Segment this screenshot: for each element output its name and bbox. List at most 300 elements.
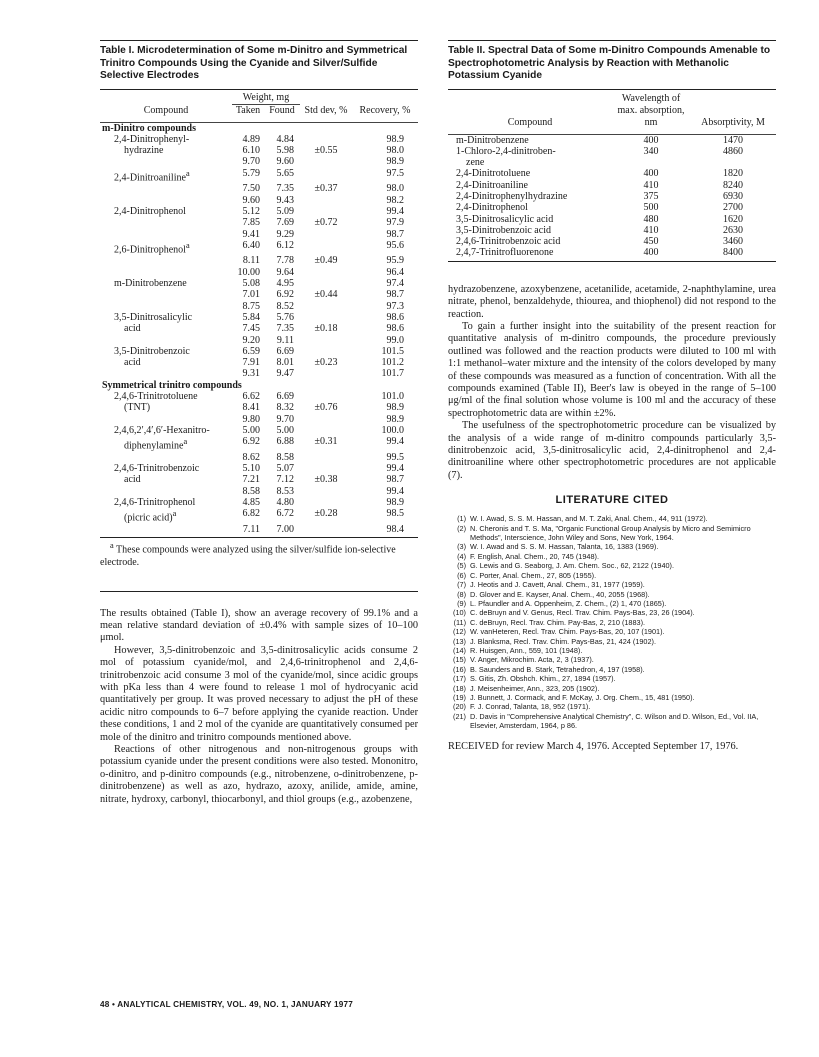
reference-text: J. Heotis and J. Cavett, Anal. Chem., 31, 1977 (1959). <box>470 580 645 590</box>
taken-value: 5.79 <box>242 167 260 179</box>
compound-name: 2,4-Dinitrophenol <box>456 202 528 214</box>
absorptivity-value: 2630 <box>723 224 743 236</box>
taken-value: 9.41 <box>242 228 260 240</box>
found-value: 6.69 <box>276 390 294 402</box>
std-dev-value: ±0.31 <box>314 436 338 448</box>
reference-item <box>448 674 776 683</box>
taken-value: 8.75 <box>242 300 260 312</box>
taken-value: 8.11 <box>242 255 260 267</box>
table2-row <box>448 225 776 236</box>
reference-item <box>448 608 776 617</box>
compound-name <box>100 436 232 452</box>
std-dev-value <box>300 229 352 240</box>
compound-name: zene <box>466 157 485 169</box>
recovery-value: 98.6 <box>386 323 404 335</box>
std-dev-value <box>300 301 352 312</box>
reference-item <box>448 712 776 731</box>
table1-row <box>100 134 418 145</box>
compound-name: 2,4-Dinitrotoluene <box>456 168 531 180</box>
reference-text: B. Saunders and B. Stark, Tetrahedron, 4, 197 (1958). <box>470 664 645 674</box>
table1-row <box>100 391 418 402</box>
reference-item <box>448 599 776 608</box>
table1-footnote <box>100 540 418 568</box>
recovery-value: 98.9 <box>386 133 404 145</box>
compound-name-text: 2,4,6-Trinitrophenol <box>114 496 196 508</box>
std-dev-value: ±0.72 <box>314 217 338 229</box>
recovery-value: 97.3 <box>386 300 404 312</box>
table1-row <box>100 335 418 346</box>
table1-row <box>100 452 418 463</box>
compound-name <box>100 425 232 436</box>
table1-row <box>100 508 418 524</box>
table2 <box>448 90 776 259</box>
table1-std-header: Std dev, % <box>304 104 348 116</box>
compound-name <box>100 312 232 323</box>
table1 <box>100 90 418 536</box>
reference-item <box>448 571 776 580</box>
table1-compound-header: Compound <box>143 104 189 116</box>
literature-heading: LITERATURE CITED <box>555 494 669 507</box>
table2-wavelength-header: Wavelength of max. absorption, nm <box>617 92 685 128</box>
table1-row <box>100 357 418 368</box>
reference-number: (8) <box>457 589 466 599</box>
found-value: 4.84 <box>276 133 294 145</box>
recovery-value: 96.4 <box>386 266 404 278</box>
recovery-value: 99.5 <box>386 451 404 463</box>
table1-row <box>100 195 418 206</box>
reference-item <box>448 580 776 589</box>
compound-name-text: m-Dinitrobenzene <box>114 278 187 290</box>
found-value: 7.00 <box>276 523 294 535</box>
reference-item <box>448 693 776 702</box>
absorptivity-value: 2700 <box>723 202 743 214</box>
found-value: 5.09 <box>276 205 294 217</box>
recovery-value: 100.0 <box>381 424 404 436</box>
table1-row <box>100 425 418 436</box>
absorptivity-value: 1470 <box>723 134 743 146</box>
std-dev-value <box>300 452 352 463</box>
compound-name <box>100 474 232 485</box>
reference-item <box>448 514 776 523</box>
table1-row <box>100 436 418 452</box>
std-dev-value <box>300 346 352 357</box>
recovery-value: 101.5 <box>381 345 404 357</box>
found-value: 7.35 <box>276 323 294 335</box>
compound-name: 2,4,6-Trinitrobenzoic acid <box>456 236 561 248</box>
compound-name <box>100 240 232 256</box>
taken-value: 4.89 <box>242 133 260 145</box>
reference-item <box>448 627 776 636</box>
compound-name <box>100 497 232 508</box>
reference-number: (16) <box>453 664 466 674</box>
std-dev-value: ±0.49 <box>314 255 338 267</box>
compound-name-text: acid <box>124 357 141 369</box>
compound-name <box>100 217 232 228</box>
reference-number: (18) <box>453 683 466 693</box>
std-dev-value <box>300 425 352 436</box>
recovery-value: 97.9 <box>386 217 404 229</box>
reference-item <box>448 524 776 543</box>
std-dev-value <box>300 391 352 402</box>
reference-number: (6) <box>457 570 466 580</box>
compound-name-text: 2,4-Dinitrophenyl- <box>114 133 190 145</box>
std-dev-value: ±0.28 <box>314 508 338 520</box>
reference-item <box>448 646 776 655</box>
found-value: 9.60 <box>276 156 294 168</box>
std-dev-value <box>300 312 352 323</box>
compound-name <box>100 145 232 156</box>
compound-name <box>100 524 232 535</box>
recovery-value: 99.0 <box>386 334 404 346</box>
reference-number: (1) <box>457 514 466 524</box>
compound-name <box>100 368 232 379</box>
compound-name-text: acid <box>124 323 141 335</box>
found-value: 4.80 <box>276 496 294 508</box>
reference-text: W. I. Awad and S. S. M. Hassan, Talanta, 16, 1383 (1969). <box>470 542 659 552</box>
reference-number: (7) <box>457 580 466 590</box>
reference-number: (17) <box>453 674 466 684</box>
wavelength-value: 340 <box>643 145 659 157</box>
reference-number: (12) <box>453 627 466 637</box>
table2-row <box>448 135 776 146</box>
std-dev-value: ±0.37 <box>314 183 338 195</box>
reference-number: (11) <box>453 617 466 627</box>
compound-name <box>100 414 232 425</box>
found-value: 5.00 <box>276 424 294 436</box>
reference-item <box>448 665 776 674</box>
right-paragraph-1: hydrazobenzene, azoxybenzene, acetanilide, acetamide, 2-naphthylamine, urea nitrate, phenol, benzaldehyde, thiourea, and thiophenol) did not respond to the reaction. <box>448 283 776 320</box>
reference-text: S. Gitis, Zh. Obshch. Khim., 27, 1894 (1957). <box>470 674 616 684</box>
reference-number: (2) <box>457 523 466 533</box>
reference-item <box>448 684 776 693</box>
taken-value: 6.62 <box>242 390 260 402</box>
reference-number: (3) <box>457 542 466 552</box>
reference-text: J. Blanksma, Recl. Trav. Chim. Pays-Bas, 21, 424 (1902). <box>470 636 657 646</box>
compound-name <box>100 346 232 357</box>
recovery-value: 98.0 <box>386 183 404 195</box>
table1-row <box>100 323 418 334</box>
reference-text: F. English, Anal. Chem., 20, 745 (1948). <box>470 551 599 561</box>
compound-name <box>100 508 232 524</box>
compound-name <box>100 267 232 278</box>
recovery-value: 98.4 <box>386 523 404 535</box>
table2-caption: Table II. Spectral Data of Some m-Dinitro Compounds Amenable to Spectrophotometric Analysis by Reaction with Methanolic Potassium Cyanide <box>448 45 771 81</box>
taken-value: 7.11 <box>242 523 260 535</box>
left-paragraph-2: However, 3,5-dinitrobenzoic and 3,5-dinitrosalicylic acids consume 2 mol of potassium cyanide/mol, and 2,4,6-trinitrophenol and 2,4,6-trinitrobenzoic acid consume 3 mol of the cyanide/mol, since acidic groups with pKa less than 4 were found to release 1 mol of hydrocyanic acid quantitatively per group. It was proved necessary to adjust the pH of these acidic nitro compounds to 6–7 before applying the cyanide reaction. Under these conditions, 1 and 2 mol of the cyanide are quantitatively consumed per mole of the dinitro and trinitro compounds mentioned above. <box>100 644 418 743</box>
table2-bottom-rule <box>448 261 776 262</box>
recovery-value: 99.4 <box>386 485 404 497</box>
compound-name-text: (picric acid) <box>124 512 173 524</box>
found-value: 6.12 <box>276 239 294 251</box>
reference-item <box>448 590 776 599</box>
table1-row <box>100 217 418 228</box>
taken-value: 5.00 <box>242 424 260 436</box>
compound-name <box>100 195 232 206</box>
compound-name: 2,4-Dinitrophenylhydrazine <box>456 190 568 202</box>
compound-name-text: 2,4,6,2′,4′,6′-Hexanitro- <box>114 424 210 436</box>
reference-text: J. Bunnett, J. Cormack, and F. McKay, J. Org. Chem., 15, 481 (1950). <box>470 692 695 702</box>
footnote-mark: a <box>185 240 190 250</box>
recovery-value: 98.7 <box>386 474 404 486</box>
reference-text: R. Huisgen, Ann., 559, 101 (1948). <box>470 645 583 655</box>
recovery-value: 99.4 <box>386 205 404 217</box>
reference-number: (21) <box>453 711 466 721</box>
left-paragraph-3: Reactions of other nitrogenous and non-nitrogenous groups with potassium cyanide under the present conditions were also tested. Mononitro, o-dinitro, and p-dinitro compounds (e.g., nitrobenzene, o-dinitrobenzene, p-dinitrobenzene) as well as azo, hydrazo, azoxy, anilide, amide, amine, nitrate, hydroxy, carbonyl, thiocarbonyl, and thiol groups (e.g., azobenzene, <box>100 744 418 805</box>
compound-name-text: diphenylamine <box>124 440 184 452</box>
std-dev-value <box>300 335 352 346</box>
reference-item <box>448 542 776 551</box>
table1-row <box>100 301 418 312</box>
table1-row <box>100 278 418 289</box>
found-value: 6.92 <box>276 289 294 301</box>
absorptivity-value: 8240 <box>723 179 743 191</box>
compound-name <box>100 323 232 334</box>
std-dev-value <box>300 240 352 256</box>
compound-name <box>100 255 232 266</box>
reference-item <box>448 618 776 627</box>
compound-name <box>100 289 232 300</box>
std-dev-value <box>300 134 352 145</box>
found-value: 8.01 <box>276 357 294 369</box>
compound-name-text: 2,6-Dinitrophenol <box>114 244 186 256</box>
table1-row <box>100 289 418 300</box>
compound-name: 3,5-Dinitrosalicylic acid <box>456 213 554 225</box>
taken-value: 8.58 <box>242 485 260 497</box>
compound-name-text: 2,4-Dinitrophenol <box>114 205 186 217</box>
table1-found-header: Found <box>269 104 295 116</box>
taken-value: 5.10 <box>242 463 260 475</box>
wavelength-value: 400 <box>643 134 659 146</box>
taken-value: 5.08 <box>242 278 260 290</box>
reference-list <box>448 514 776 730</box>
table2-body <box>448 135 776 259</box>
reference-text: F. J. Conrad, Talanta, 18, 952 (1971). <box>470 702 591 712</box>
compound-name-text: 3,5-Dinitrosalicylic <box>114 311 193 323</box>
right-paragraph-3: The usefulness of the spectrophotometric procedure can be visualized by the analysis of a wide range of m-dinitro compounds particularly 3,5-dinitrobenzoic acid, 3,5-dinitrosalicylic acid, 2,4-dinitrophenol and 2,4-dinitroaniline where other spectrophotometric procedures are not applicable (7). <box>448 420 776 481</box>
std-dev-value <box>300 486 352 497</box>
compound-name <box>100 402 232 413</box>
table1-row <box>100 156 418 167</box>
table1-taken-header: Taken <box>235 104 261 116</box>
std-dev-value <box>300 156 352 167</box>
compound-name: 2,4,7-Trinitrofluorenone <box>456 247 554 259</box>
table2-row <box>448 168 776 179</box>
absorptivity-value: 3460 <box>723 236 743 248</box>
footnote-mark: a <box>185 168 190 178</box>
absorptivity-value: 4860 <box>723 145 743 157</box>
compound-name <box>100 206 232 217</box>
recovery-value: 98.7 <box>386 228 404 240</box>
wavelength-value: 410 <box>643 224 659 236</box>
compound-name-text: hydrazine <box>124 145 164 157</box>
taken-value: 5.84 <box>242 311 260 323</box>
recovery-value: 98.9 <box>386 156 404 168</box>
taken-value: 6.59 <box>242 345 260 357</box>
found-value: 4.95 <box>276 278 294 290</box>
compound-name <box>100 183 232 194</box>
taken-value: 8.41 <box>242 402 260 414</box>
compound-name: 1-Chloro-2,4-dinitroben- <box>456 145 556 157</box>
taken-value: 6.40 <box>242 239 260 251</box>
table1-row <box>100 312 418 323</box>
std-dev-value <box>300 278 352 289</box>
reference-text: C. deBruyn, Recl. Trav. Chim. Pay-Bas, 2, 210 (1883). <box>470 617 646 627</box>
recovery-value: 98.9 <box>386 402 404 414</box>
reference-item <box>448 702 776 711</box>
taken-value: 7.21 <box>242 474 260 486</box>
table1-body <box>100 123 418 536</box>
reference-number: (10) <box>453 608 466 618</box>
compound-name <box>100 335 232 346</box>
std-dev-value <box>300 168 352 184</box>
table1-row <box>100 229 418 240</box>
absorptivity-value: 6930 <box>723 190 743 202</box>
table1-row <box>100 463 418 474</box>
compound-name: 3,5-Dinitrobenzoic acid <box>456 224 551 236</box>
table1-row <box>100 346 418 357</box>
reference-text: J. Meisenheimer, Ann., 323, 205 (1902). <box>470 683 600 693</box>
taken-value: 7.45 <box>242 323 260 335</box>
group-name: m-Dinitro compounds <box>102 122 196 134</box>
compound-name-text: acid <box>124 474 141 486</box>
taken-value: 6.92 <box>242 436 260 448</box>
recovery-value: 98.7 <box>386 289 404 301</box>
found-value: 6.69 <box>276 345 294 357</box>
std-dev-value <box>300 267 352 278</box>
reference-text: W. I. Awad, S. S. M. Hassan, and M. T. Zaki, Anal. Chem., 44, 911 (1972). <box>470 514 708 524</box>
table2-top-rule <box>448 40 776 41</box>
std-dev-value <box>300 368 352 379</box>
taken-value: 9.31 <box>242 368 260 380</box>
recovery-value: 98.5 <box>386 508 404 520</box>
found-value: 7.69 <box>276 217 294 229</box>
recovery-value: 101.0 <box>381 390 404 402</box>
recovery-value: 98.6 <box>386 311 404 323</box>
absorptivity-value: 8400 <box>723 247 743 259</box>
table1-row <box>100 368 418 379</box>
wavelength-value: 375 <box>643 190 659 202</box>
found-value: 9.64 <box>276 266 294 278</box>
reference-text: D. Davis in "Comprehensive Analytical Chemistry", C. Wilson and D. Wilson, Ed., Vol. IIA, Elsevier, Amsterdam, 1964, p 86. <box>470 711 759 731</box>
table1-row <box>100 267 418 278</box>
right-column <box>448 40 776 753</box>
wavelength-value: 410 <box>643 179 659 191</box>
reference-text: L. Pfaundler and A. Oppenheim, Z. Chem., (2) 1, 470 (1865). <box>470 598 667 608</box>
found-value: 5.98 <box>276 145 294 157</box>
wavelength-value: 450 <box>643 236 659 248</box>
group-name: Symmetrical trinitro compounds <box>102 379 242 391</box>
recovery-value: 99.4 <box>386 436 404 448</box>
reference-text: D. Glover and E. Kayser, Anal. Chem., 40, 2055 (1968). <box>470 589 650 599</box>
table2-compound-header: Compound <box>507 116 553 128</box>
recovery-value: 101.2 <box>381 357 404 369</box>
table1-row <box>100 486 418 497</box>
table1-row <box>100 402 418 413</box>
table1-top-rule <box>100 40 418 41</box>
compound-name <box>100 134 232 145</box>
compound-name-text: (TNT) <box>124 402 151 414</box>
std-dev-value: ±0.18 <box>314 323 338 335</box>
std-dev-value <box>300 206 352 217</box>
taken-value: 9.20 <box>242 334 260 346</box>
found-value: 6.88 <box>276 436 294 448</box>
compound-name-text: 2,4-Dinitroaniline <box>114 172 186 184</box>
reference-item <box>448 561 776 570</box>
taken-value: 9.70 <box>242 156 260 168</box>
footnote-mark: a <box>172 509 177 519</box>
compound-name <box>100 168 232 184</box>
taken-value: 7.85 <box>242 217 260 229</box>
left-column <box>100 40 418 806</box>
reference-text: W. vanHeteren, Recl. Trav. Chim. Pays-Bas, 20, 107 (1901). <box>470 627 665 637</box>
found-value: 6.72 <box>276 508 294 520</box>
reference-number: (5) <box>457 561 466 571</box>
compound-name <box>100 301 232 312</box>
table2-row <box>448 146 776 157</box>
recovery-value: 97.5 <box>386 167 404 179</box>
recovery-value: 95.9 <box>386 255 404 267</box>
footnote-text: These compounds were analyzed using the silver/sulfide ion-selective electrode. <box>100 544 396 568</box>
found-value: 5.76 <box>276 311 294 323</box>
reference-item <box>448 637 776 646</box>
recovery-value: 97.4 <box>386 278 404 290</box>
compound-name: m-Dinitrobenzene <box>456 134 529 146</box>
table1-row <box>100 497 418 508</box>
table2-row-continued <box>448 157 776 168</box>
reference-number: (13) <box>453 636 466 646</box>
compound-name <box>100 156 232 167</box>
recovery-value: 99.4 <box>386 463 404 475</box>
found-value: 5.65 <box>276 167 294 179</box>
std-dev-value <box>300 414 352 425</box>
footnote-mark: a <box>183 437 188 447</box>
found-value: 9.70 <box>276 413 294 425</box>
footnote-mark: a <box>110 541 114 551</box>
absorptivity-value: 1820 <box>723 168 743 180</box>
taken-value: 9.60 <box>242 194 260 206</box>
table1-row <box>100 183 418 194</box>
found-value: 8.58 <box>276 451 294 463</box>
reference-number: (14) <box>453 645 466 655</box>
found-value: 9.11 <box>276 334 294 346</box>
std-dev-value <box>300 497 352 508</box>
table2-row <box>448 214 776 225</box>
compound-name-text: 2,4,6-Trinitrobenzoic <box>114 463 200 475</box>
table2-absorptivity-header: Absorptivity, M <box>701 116 765 128</box>
compound-name <box>100 278 232 289</box>
reference-item <box>448 655 776 664</box>
wavelength-value: 480 <box>643 213 659 225</box>
taken-value: 10.00 <box>237 266 260 278</box>
wavelength-value: 400 <box>643 247 659 259</box>
reference-number: (19) <box>453 692 466 702</box>
compound-name <box>100 463 232 474</box>
reference-number: (20) <box>453 702 466 712</box>
reference-text: G. Lewis and G. Seaborg, J. Am. Chem. Soc., 62, 2122 (1940). <box>470 561 675 571</box>
taken-value: 7.91 <box>242 357 260 369</box>
table1-row <box>100 474 418 485</box>
found-value: 8.52 <box>276 300 294 312</box>
found-value: 7.35 <box>276 183 294 195</box>
table1-caption: Table I. Microdetermination of Some m-Dinitro and Symmetrical Trinitro Compounds Using the Cyanide and Silver/Sulfide Selective Electrodes <box>100 45 408 81</box>
std-dev-value: ±0.76 <box>314 402 338 414</box>
table1-row <box>100 145 418 156</box>
recovery-value: 98.9 <box>386 413 404 425</box>
table1-bottom-rule <box>100 537 418 538</box>
reference-text: V. Anger, Mikrochim. Acta, 2, 3 (1937). <box>470 655 594 665</box>
table2-row <box>448 180 776 191</box>
compound-name-text: 3,5-Dinitrobenzoic <box>114 345 190 357</box>
